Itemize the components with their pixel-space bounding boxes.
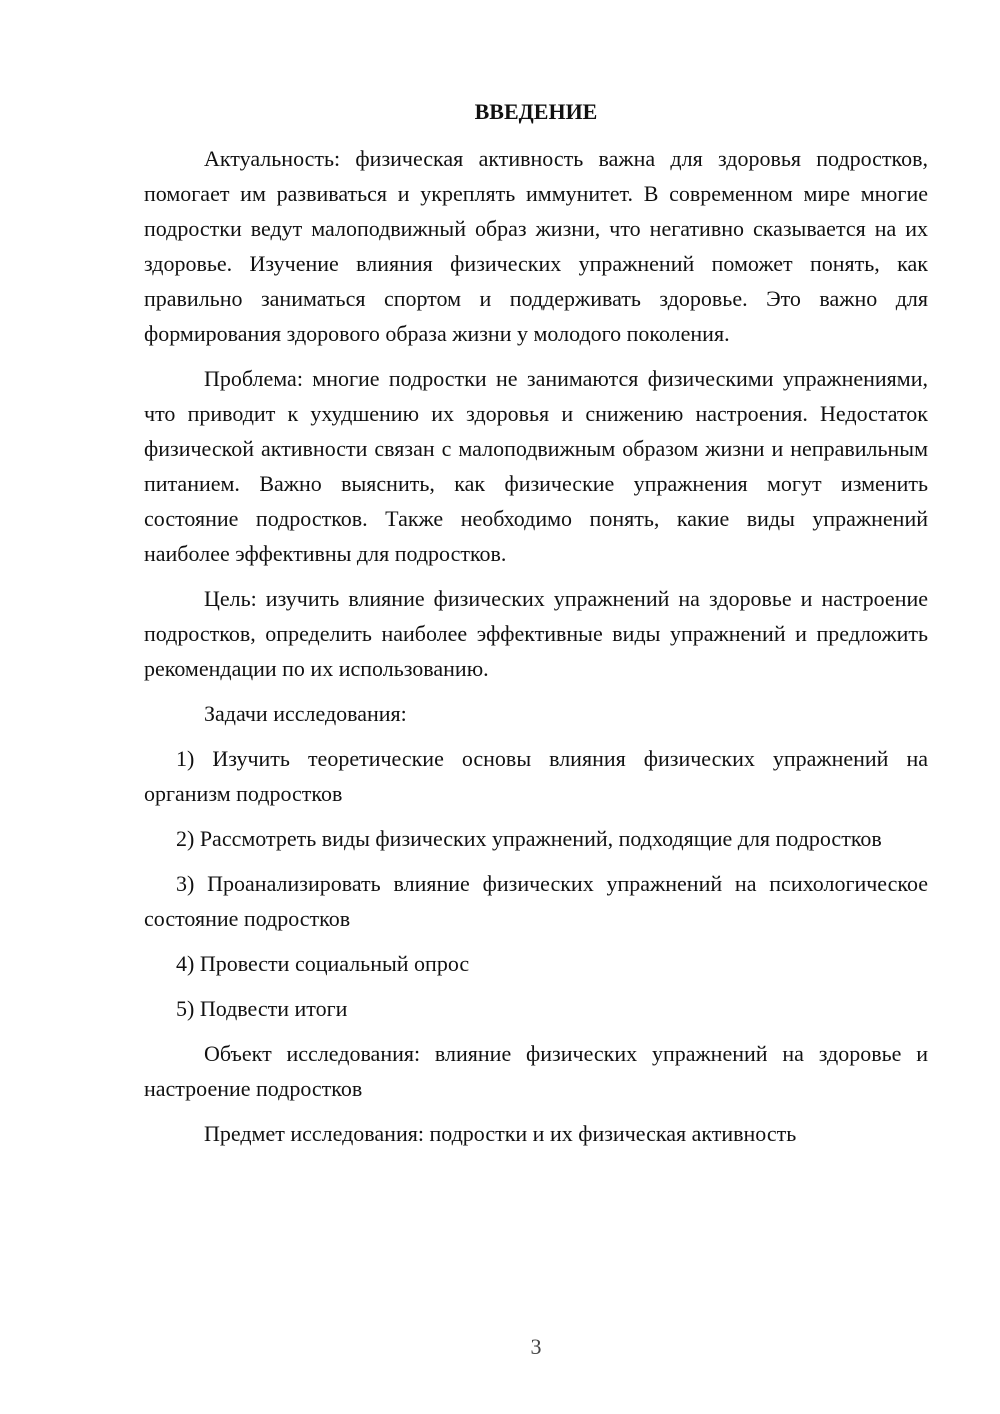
- subject-paragraph: Предмет исследования: подростки и их физическая активность: [204, 1121, 797, 1146]
- tasks-title: Задачи исследования:: [204, 701, 407, 726]
- task-item-3: 3) Проанализировать влияние физических упражнений на психологическое состояние подростков: [144, 871, 928, 931]
- task-item-4: 4) Провести социальный опрос: [176, 951, 470, 976]
- page-number: 3: [530, 1334, 542, 1359]
- task-item-5: 5) Подвести итоги: [176, 996, 348, 1021]
- relevance-paragraph: Актуальность: физическая активность важна для здоровья подростков, помогает им развиваться и укреплять иммунитет. В современном мире многие подростки ведут малоподвижный образ жизни, что негативно сказывается на их здоровье. Изучение влияния физических упражнений поможет понять, как правильно заниматься спортом и поддерживать здоровье. Это важно для формирования здорового образа жизни у молодого поколения.: [144, 146, 928, 346]
- goal-paragraph: Цель: изучить влияние физических упражнений на здоровье и настроение подростков, определить наиболее эффективные виды упражнений и предложить рекомендации по их использованию.: [144, 586, 928, 681]
- object-paragraph: Объект исследования: влияние физических упражнений на здоровье и настроение подростков: [144, 1041, 928, 1101]
- page-heading: ВВЕДЕНИЕ: [474, 99, 598, 124]
- page-content: [144, 94, 928, 1161]
- task-item-2: 2) Рассмотреть виды физических упражнений, подходящие для подростков: [176, 826, 882, 851]
- task-item-1: 1) Изучить теоретические основы влияния физических упражнений на организм подростков: [144, 746, 928, 806]
- problem-paragraph: Проблема: многие подростки не занимаются физическими упражнениями, что приводит к ухудшению их здоровья и снижению настроения. Недостаток физической активности связан с малоподвижным образом жизни и неправильным питанием. Важно выяснить, как физические упражнения могут изменить состояние подростков. Также необходимо понять, какие виды упражнений наиболее эффективны для подростков.: [144, 366, 928, 566]
